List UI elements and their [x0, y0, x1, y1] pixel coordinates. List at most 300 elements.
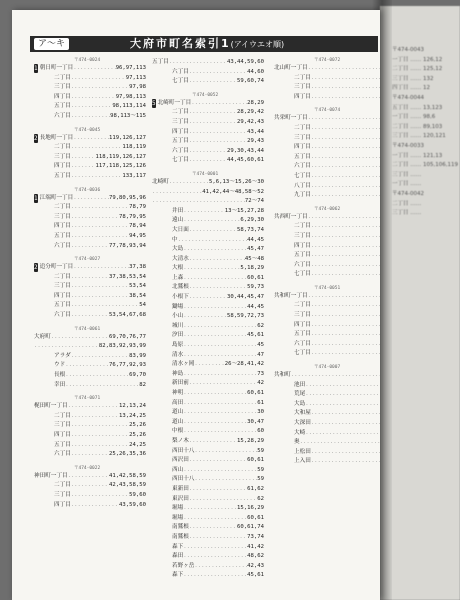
entry-label: 三丁目 [54, 491, 71, 498]
index-entry [34, 143, 146, 153]
facing-entry: 二丁目 …… 89,103 [392, 123, 443, 130]
entry-label: 三丁目 [54, 283, 71, 290]
entry-pages: 98,113,114 [112, 103, 146, 110]
postal-code: 〒474-0033 [392, 142, 424, 149]
entry-label: 大崎 [294, 429, 306, 436]
postal-code: 〒474-0022 [74, 465, 101, 471]
leader-dots [71, 352, 129, 362]
index-entry [34, 153, 146, 163]
index-entry [34, 83, 146, 93]
leader-dots [71, 172, 123, 182]
entry-pages: 60,61,74 [237, 524, 264, 531]
leader-dots [189, 456, 247, 466]
entry-pages: 61,62 [247, 485, 264, 492]
entry-pages: 15,28,29 [237, 437, 264, 444]
index-entry [274, 292, 380, 302]
entry-label: 二丁目 [54, 144, 71, 151]
entry-pages: 45 [257, 342, 264, 349]
entry-label: 神田町一丁目 [34, 472, 68, 479]
index-entry [34, 501, 146, 511]
entry-label: 大日面 [172, 226, 189, 233]
leader-dots [183, 571, 247, 581]
index-entry [152, 447, 264, 457]
index-entry [34, 112, 146, 122]
entry-pages: 78,94 [129, 223, 146, 230]
entry-label: 島原 [172, 342, 184, 349]
postal-code: 〒474-0071 [74, 396, 101, 402]
entry-label: 五丁目 [294, 331, 311, 338]
entry-label: 六丁目 [172, 68, 189, 75]
entry-label: 上入田 [294, 458, 311, 465]
leader-dots [71, 292, 129, 302]
leader-dots [194, 360, 224, 370]
postal-code: 〒474-0042 [392, 190, 424, 197]
leader-dots [65, 381, 139, 391]
index-entry [34, 222, 146, 232]
town-block [34, 128, 146, 182]
entry-label: 清水 [172, 351, 184, 358]
entry-label: 大清水 [172, 255, 189, 262]
entry-pages: 42,43,58,59 [108, 482, 146, 489]
entry-pages: 117,118,125,126 [95, 163, 146, 170]
entry-label: 七丁目 [172, 157, 189, 164]
entry-label: 神島 [172, 370, 184, 377]
leader-dots [311, 448, 380, 458]
leader-dots [311, 191, 380, 201]
leader-dots [183, 370, 257, 380]
entry-pages: 61 [257, 399, 264, 406]
index-entry [34, 352, 146, 362]
entry-pages: 133,117 [122, 172, 146, 179]
entry-label: 三丁目 [54, 84, 71, 91]
leader-dots [34, 342, 99, 352]
leader-dots [71, 441, 129, 451]
entry-pages: 60,61 [247, 390, 264, 396]
postal-code: 〒474-0027 [74, 257, 101, 263]
index-entry [34, 402, 146, 412]
leader-dots [71, 412, 119, 422]
entry-pages: 59 [257, 466, 264, 473]
index-entry [34, 93, 146, 103]
town-block [34, 188, 146, 252]
entry-label: 五丁目 [152, 59, 169, 65]
leader-dots [183, 264, 240, 274]
leader-dots [71, 450, 109, 460]
index-entry [274, 311, 380, 321]
leader-dots [311, 251, 380, 261]
entry-label: 大深田 [294, 420, 311, 426]
entry-pages: 60 [257, 428, 264, 435]
index-entry [274, 124, 380, 134]
index-entry [152, 118, 264, 128]
leader-dots [183, 216, 240, 226]
entry-label: 大島 [172, 246, 184, 253]
entry-label: 東新田 [172, 485, 189, 492]
town-block [152, 58, 264, 87]
leader-dots [189, 137, 247, 147]
index-entry [274, 83, 380, 93]
index-entry [34, 431, 146, 441]
postal-code: 〒474-0062 [314, 206, 341, 212]
entry-label: 二丁目 [294, 124, 311, 131]
entry-pages: 41,42 [247, 543, 264, 550]
leader-dots [194, 475, 257, 485]
leader-dots [71, 112, 110, 122]
section-number-badge: 1 [34, 65, 38, 72]
leader-dots [183, 552, 247, 562]
index-entry [152, 533, 264, 543]
leader-dots [178, 236, 248, 246]
index-entry [274, 371, 380, 381]
index-entry [152, 58, 264, 68]
entry-label: 四丁目 [54, 292, 71, 299]
entry-pages: 43,44 [247, 128, 264, 135]
leader-dots [71, 491, 129, 501]
entry-label: 幸田 [54, 381, 66, 388]
title-text: 大府市町名索引1 [130, 37, 231, 50]
index-entry [34, 203, 146, 213]
entry-label: 二丁目 [54, 273, 71, 280]
entry-pages: 97,98 [129, 84, 146, 91]
entry-label: 六丁目 [294, 261, 311, 268]
postal-code: 〒474-0051 [314, 285, 341, 291]
entry-label: 清水ヶ岡 [172, 361, 195, 368]
entry-label: 南鷲根 [172, 524, 189, 531]
leader-dots [189, 128, 247, 138]
index-entry [274, 162, 380, 172]
index-entry [34, 232, 146, 242]
leader-dots [305, 400, 380, 410]
entry-label: 遠山 [172, 217, 184, 224]
entry-label: 四丁目 [294, 93, 311, 100]
entry-pages: 25,26 [129, 422, 146, 429]
leader-dots [311, 330, 380, 340]
index-entry [152, 331, 264, 341]
leader-dots [73, 194, 109, 204]
town-block [274, 58, 380, 102]
town-block [34, 327, 146, 391]
entry-label: 道山 [172, 418, 184, 425]
entry-pages: 72〜74 [244, 198, 264, 205]
index-entry [34, 472, 146, 482]
postal-code: 〒474-0043 [392, 47, 424, 53]
leader-dots [308, 114, 380, 124]
entry-label: 長地町一丁目 [39, 134, 74, 141]
leader-dots [183, 399, 257, 409]
entry-label: 六丁目 [294, 163, 311, 170]
index-entry [152, 552, 264, 562]
leader-dots [73, 263, 129, 273]
postal-code: 〒474-0061 [74, 326, 101, 332]
leader-dots [311, 340, 380, 350]
entry-pages: 59,60,74 [237, 78, 264, 85]
leader-dots [183, 351, 257, 361]
leader-dots [189, 226, 237, 236]
leader-dots [311, 182, 380, 192]
entry-label: 上松田 [294, 448, 311, 455]
entry-pages: 45〜48 [244, 255, 264, 262]
entry-pages: 59 [257, 476, 264, 483]
leader-dots [311, 270, 380, 280]
leader-dots [183, 331, 247, 341]
entry-label: 六丁目 [294, 340, 311, 347]
leader-dots [71, 301, 139, 311]
index-entry [274, 390, 380, 400]
index-column-2 [152, 58, 264, 587]
leader-dots [189, 77, 237, 87]
entry-pages: 60,61 [247, 274, 264, 281]
index-entry [274, 153, 380, 163]
leader-dots [71, 162, 96, 172]
entry-pages: 25,26 [129, 432, 146, 438]
entry-label: 北崎町 [152, 178, 169, 185]
index-entry [274, 74, 380, 84]
entry-label: 四丁目 [54, 501, 71, 508]
index-entry [274, 191, 380, 201]
postal-code: 〒474-0072 [314, 58, 341, 63]
entry-label: 森下 [172, 572, 184, 579]
leader-dots [71, 431, 129, 441]
leader-dots [71, 421, 129, 431]
index-entry [152, 504, 264, 514]
leader-dots [189, 156, 227, 166]
leader-dots [183, 427, 257, 437]
entry-label: 五丁目 [54, 232, 71, 239]
index-entry [152, 351, 264, 361]
entry-label: 西田十八 [172, 476, 195, 483]
entry-label: 四丁目 [54, 223, 71, 230]
entry-pages: 73,74 [247, 533, 264, 540]
postal-code: 〒474-0007 [314, 365, 341, 371]
entry-label: 梨ノ木 [172, 437, 189, 444]
index-entry [152, 156, 264, 166]
postal-code: 〒474-0074 [314, 108, 341, 114]
leader-dots [73, 134, 109, 144]
entry-pages: 118,119,126,127 [95, 153, 146, 160]
index-entry [152, 543, 264, 553]
leader-dots [71, 242, 109, 252]
index-entry [274, 409, 380, 419]
entry-pages: 44,60 [247, 68, 264, 75]
entry-label: 共栄町一丁目 [274, 115, 308, 122]
entry-label: 三丁目 [54, 153, 71, 160]
leader-dots [311, 134, 380, 144]
leader-dots [189, 293, 227, 303]
index-entry [34, 441, 146, 451]
entry-label: 八丁目 [294, 182, 311, 189]
leader-dots [51, 333, 109, 343]
entry-pages: 5,18,29 [240, 265, 264, 272]
index-entry [152, 389, 264, 399]
entry-pages: 60,61 [247, 514, 264, 521]
entry-pages: 44,45,60,61 [226, 157, 264, 164]
entry-pages: 82 [139, 381, 146, 388]
index-entry [34, 74, 146, 84]
index-entry [152, 108, 264, 118]
leader-dots [308, 64, 380, 74]
entry-pages: 62 [257, 495, 264, 502]
entry-pages: 29,42,43 [237, 118, 264, 125]
entry-label: 共和町 [274, 372, 291, 379]
index-entry [152, 379, 264, 389]
leader-dots [169, 58, 227, 68]
entry-label: 中根 [172, 428, 184, 435]
town-block [34, 257, 146, 321]
facing-entry: 四丁目 …… 12 [392, 85, 430, 92]
index-entry [152, 128, 264, 138]
index-page [12, 10, 380, 600]
entry-pages: 59,73 [247, 284, 264, 291]
leader-dots [183, 466, 257, 476]
leader-dots [311, 409, 380, 419]
index-entry [274, 438, 380, 448]
entry-label: 七丁目 [294, 271, 311, 278]
entry-pages: 30,44,45,47 [226, 294, 264, 301]
index-entry [34, 311, 146, 321]
index-entry [274, 114, 380, 124]
entry-label: 堀場 [172, 514, 184, 521]
entry-pages: 58,73,74 [237, 226, 264, 233]
entry-pages: 59,60 [129, 491, 146, 498]
entry-pages: 48,62 [247, 553, 264, 560]
page-title [130, 36, 284, 53]
entry-label: 四丁目 [294, 242, 311, 249]
entry-label: 六丁目 [54, 112, 71, 119]
entry-pages: 82,83,92,93,99 [98, 343, 146, 350]
entry-pages: 28,29,42 [237, 109, 264, 116]
facing-entry: 一丁目 …… [392, 181, 422, 188]
index-entry [274, 143, 380, 153]
entry-pages: 77,78,93,94 [108, 242, 146, 249]
leader-dots [183, 245, 247, 255]
entry-label: アラダ [54, 352, 71, 359]
entry-label: 上森 [172, 274, 184, 281]
leader-dots [311, 321, 380, 331]
postal-code: 〒474-0044 [392, 94, 424, 101]
leader-dots [152, 197, 245, 207]
leader-dots [68, 402, 119, 412]
town-block [274, 286, 380, 359]
index-entry [152, 137, 264, 147]
entry-label: 汐田 [172, 332, 184, 339]
index-entry [152, 475, 264, 485]
entry-label: 大根 [172, 265, 184, 272]
entry-label: 四丁目 [54, 163, 71, 170]
leader-dots [311, 232, 380, 242]
entry-label: 六丁目 [54, 242, 71, 249]
facing-entry: 二丁目 …… [392, 200, 422, 207]
index-entry [34, 333, 146, 343]
town-block [274, 207, 380, 280]
entry-pages: 44,45 [247, 236, 264, 243]
index-entry [152, 341, 264, 351]
entry-pages: 24,25 [129, 441, 146, 448]
index-entry [274, 400, 380, 410]
leader-dots [71, 232, 129, 242]
index-entry [34, 273, 146, 283]
entry-label: 五丁目 [172, 138, 189, 145]
entry-label: 奥 [294, 439, 300, 446]
index-entry [152, 303, 264, 313]
index-entry [152, 216, 264, 226]
index-entry [152, 293, 264, 303]
leader-dots [189, 147, 227, 157]
leader-dots [311, 83, 380, 93]
entry-pages: 28,29 [247, 99, 264, 106]
facing-entry: 二丁目 …… 125,12 [392, 66, 443, 73]
entry-label: 四丁目 [294, 321, 311, 328]
index-entry [152, 437, 264, 447]
index-entry [152, 456, 264, 466]
index-entry [152, 245, 264, 255]
index-entry [274, 64, 380, 74]
leader-dots [71, 481, 109, 491]
leader-dots [311, 93, 380, 103]
entry-pages: 69,70,76,77 [108, 333, 146, 340]
index-entry [274, 222, 380, 232]
index-entry [34, 194, 146, 204]
leader-dots [189, 523, 237, 533]
leader-dots [189, 379, 257, 389]
town-block [34, 58, 146, 122]
entry-label: 大和屋 [294, 410, 311, 417]
index-entry [152, 466, 264, 476]
leader-dots [305, 429, 380, 439]
leader-dots [189, 495, 257, 505]
index-entry [274, 429, 380, 439]
entry-label: 四丁目 [294, 144, 311, 151]
index-entry [34, 162, 146, 172]
leader-dots [152, 188, 202, 198]
index-entry [274, 134, 380, 144]
facing-entry: 三丁目 …… [392, 171, 422, 178]
entry-label: 三丁目 [294, 134, 311, 141]
entry-label: 森田 [172, 553, 184, 560]
index-entry [152, 226, 264, 236]
index-entry [274, 321, 380, 331]
index-entry [152, 283, 264, 293]
leader-dots [183, 504, 237, 514]
entry-label: 小根下 [172, 294, 189, 301]
entry-pages: 97,98,113 [115, 93, 146, 100]
entry-label: 三丁目 [54, 422, 71, 429]
leader-dots [305, 390, 380, 400]
entry-pages: 25,26,35,36 [108, 451, 146, 458]
entry-pages: 45,61 [247, 332, 264, 339]
leader-dots [183, 418, 247, 428]
index-entry [152, 274, 264, 284]
entry-pages: 96,97,113 [115, 65, 146, 71]
entry-label: 六丁目 [54, 451, 71, 458]
index-entry [152, 147, 264, 157]
index-entry [274, 242, 380, 252]
entry-label: 三丁目 [54, 213, 71, 220]
entry-pages: 119,126,127 [108, 134, 146, 141]
entry-pages: 94,95 [129, 232, 146, 239]
entry-pages: 38,54 [129, 292, 146, 299]
entry-pages: 45,47 [247, 246, 264, 253]
facing-entry: 一丁目 …… 126,12 [392, 56, 443, 63]
entry-label: 三丁目 [294, 232, 311, 239]
section-number-badge: 2 [34, 264, 38, 272]
index-entry [34, 263, 146, 273]
index-entry [34, 64, 146, 74]
leader-dots [311, 301, 380, 311]
entry-label: 二丁目 [54, 74, 71, 81]
entry-label: 三丁目 [294, 312, 311, 319]
index-entry [152, 207, 264, 217]
entry-label: 五丁目 [54, 441, 71, 448]
